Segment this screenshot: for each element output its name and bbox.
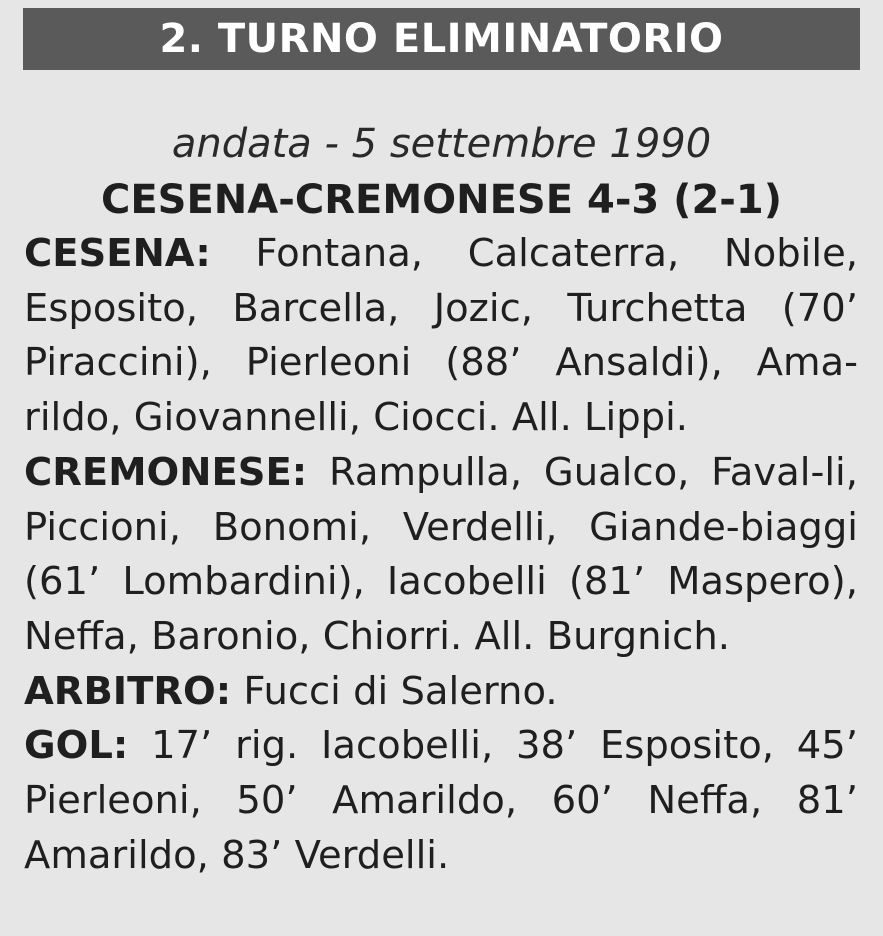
cesena-line: Piraccini), Pierleoni (88’ Ansaldi), Ama- — [24, 340, 858, 386]
cremonese-label: CREMONESE: — [24, 449, 308, 495]
referee — [24, 665, 858, 720]
cremonese-lineup — [24, 446, 858, 665]
match-report — [24, 227, 858, 883]
cremonese-line: Rampulla, Gualco, Faval- — [329, 449, 825, 495]
match-date-subtitle: andata - 5 settembre 1990 — [171, 121, 712, 167]
cremonese-line: biaggi (61’ Lombardini), Iacobelli (81’ — [24, 504, 858, 605]
gol-label: GOL: — [24, 723, 129, 769]
cremonese-line: li, Piccioni, Bonomi, Verdelli, Giande- — [24, 449, 858, 550]
gol-line: 17’ rig. Iacobelli, 38’ Esposito, 45’ — [151, 723, 859, 769]
cesena-lineup — [24, 227, 858, 446]
cremonese-line: Maspero), Neffa, Baronio, Chiorri. All. — [24, 559, 858, 659]
match-title: CESENA-CREMONESE 4-3 (2-1) — [100, 177, 782, 223]
gol-line: Amarildo, 83’ Verdelli. — [24, 832, 450, 878]
cremonese-line: Burgnich. — [546, 613, 730, 659]
cesena-line: rildo, Giovannelli, Ciocci. All. Lippi. — [24, 395, 689, 441]
cesena-line: Fontana, Calcaterra, Nobile, — [255, 231, 858, 276]
page-title: 2. TURNO ELIMINATORIO — [159, 16, 724, 62]
gol-line: Pierleoni, 50’ Amarildo, 60’ Neffa, 81’ — [24, 778, 858, 824]
arbitro-label: ARBITRO: — [24, 668, 232, 714]
cesena-line: Esposito, Barcella, Jozic, Turchetta (70’ — [24, 285, 858, 331]
header-bar — [23, 8, 860, 70]
arbitro-line: Fucci di Salerno. — [243, 668, 558, 714]
cesena-label: CESENA: — [24, 231, 211, 276]
goals — [24, 719, 858, 883]
